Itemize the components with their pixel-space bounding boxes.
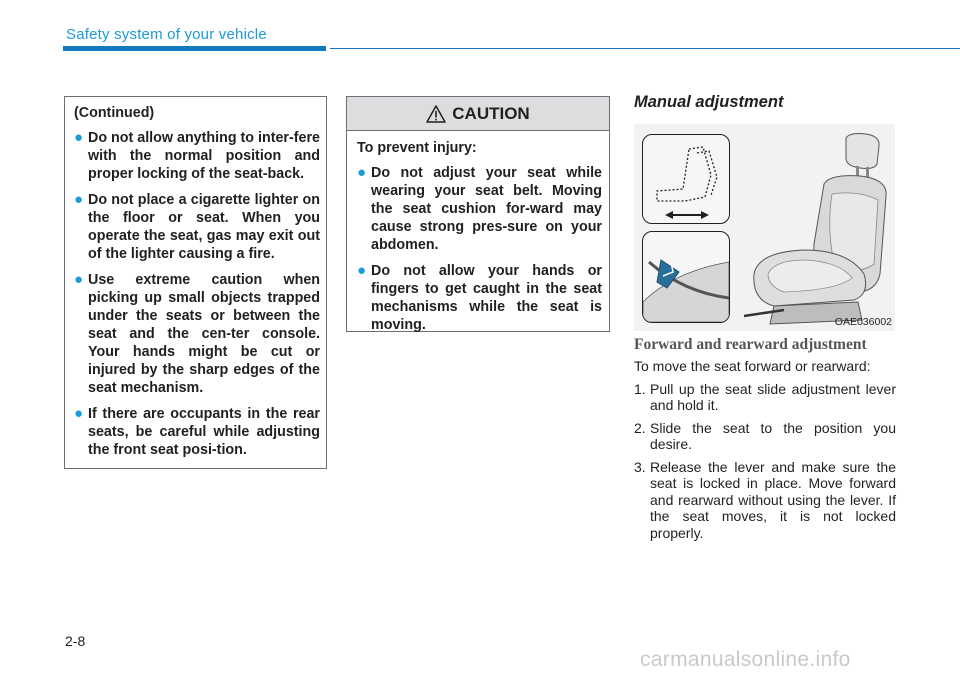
forward-rearward-instructions bbox=[634, 358, 896, 547]
page-number: 2-8 bbox=[65, 633, 86, 649]
figure-code: OAE036002 bbox=[834, 316, 892, 328]
seat-illustration bbox=[634, 124, 895, 331]
list-item: 3. Release the lever and make sure the seat is locked in place. Move forward and rearward without using the lever. If the seat moves, it is not locked properly. bbox=[634, 458, 896, 541]
seat-slide-diagram bbox=[643, 135, 729, 223]
caution-lead: To prevent injury: bbox=[357, 140, 477, 156]
warning-triangle-icon bbox=[426, 105, 446, 123]
caution-header bbox=[347, 97, 609, 131]
header-rule bbox=[330, 48, 960, 49]
caution-box bbox=[346, 96, 610, 332]
list-item: ● If there are occupants in the rear seats, be careful while adjusting the front seat posi-tion. bbox=[74, 405, 320, 458]
continued-list bbox=[74, 129, 320, 459]
bullet-icon: ● bbox=[74, 271, 84, 288]
instructions-intro: To move the seat forward or rearward: bbox=[634, 358, 871, 374]
caution-title: CAUTION bbox=[452, 103, 530, 123]
bullet-icon: ● bbox=[74, 191, 84, 208]
list-item: ● Do not allow anything to inter-fere with the normal position and proper locking of the seat-back. bbox=[74, 129, 320, 182]
forward-rearward-subheading: Forward and rearward adjustment bbox=[634, 336, 867, 353]
header-accent-bar bbox=[63, 46, 326, 51]
list-item: ● Do not adjust your seat while wearing your seat belt. Moving the seat cushion for-ward may cause strong pres-sure on your abdomen. bbox=[357, 164, 602, 253]
manual-adjustment-heading: Manual adjustment bbox=[634, 93, 784, 111]
bullet-icon: ● bbox=[74, 129, 84, 146]
caution-list bbox=[357, 164, 602, 334]
bullet-icon: ● bbox=[74, 405, 84, 422]
list-item: ● Use extreme caution when picking up small objects trapped under the seats or between the seat and the cen-ter console. Your hands might be cut or injured by the sharp edges of the seat mechanism. bbox=[74, 271, 320, 396]
bullet-icon: ● bbox=[357, 164, 367, 181]
list-item: 1. Pull up the seat slide adjustment lever and hold it. bbox=[634, 380, 896, 413]
section-title: Safety system of your vehicle bbox=[66, 26, 267, 43]
steps-list bbox=[634, 381, 896, 542]
continued-box bbox=[64, 96, 327, 469]
list-item: ● Do not place a cigarette lighter on the floor or seat. When you operate the seat, gas may exit out of the lighter causing a fire. bbox=[74, 191, 320, 262]
list-item: 2. Slide the seat to the position you desire. bbox=[634, 419, 896, 452]
lever-closeup-diagram bbox=[643, 232, 729, 322]
bullet-icon: ● bbox=[357, 262, 367, 279]
watermark: carmanualsonline.info bbox=[640, 648, 851, 671]
continued-label: (Continued) bbox=[74, 105, 155, 121]
lever-closeup-inset bbox=[642, 231, 730, 323]
list-item: ● Do not allow your hands or fingers to get caught in the seat mechanisms while the seat is moving. bbox=[357, 262, 602, 333]
seat-slide-inset bbox=[642, 134, 730, 224]
